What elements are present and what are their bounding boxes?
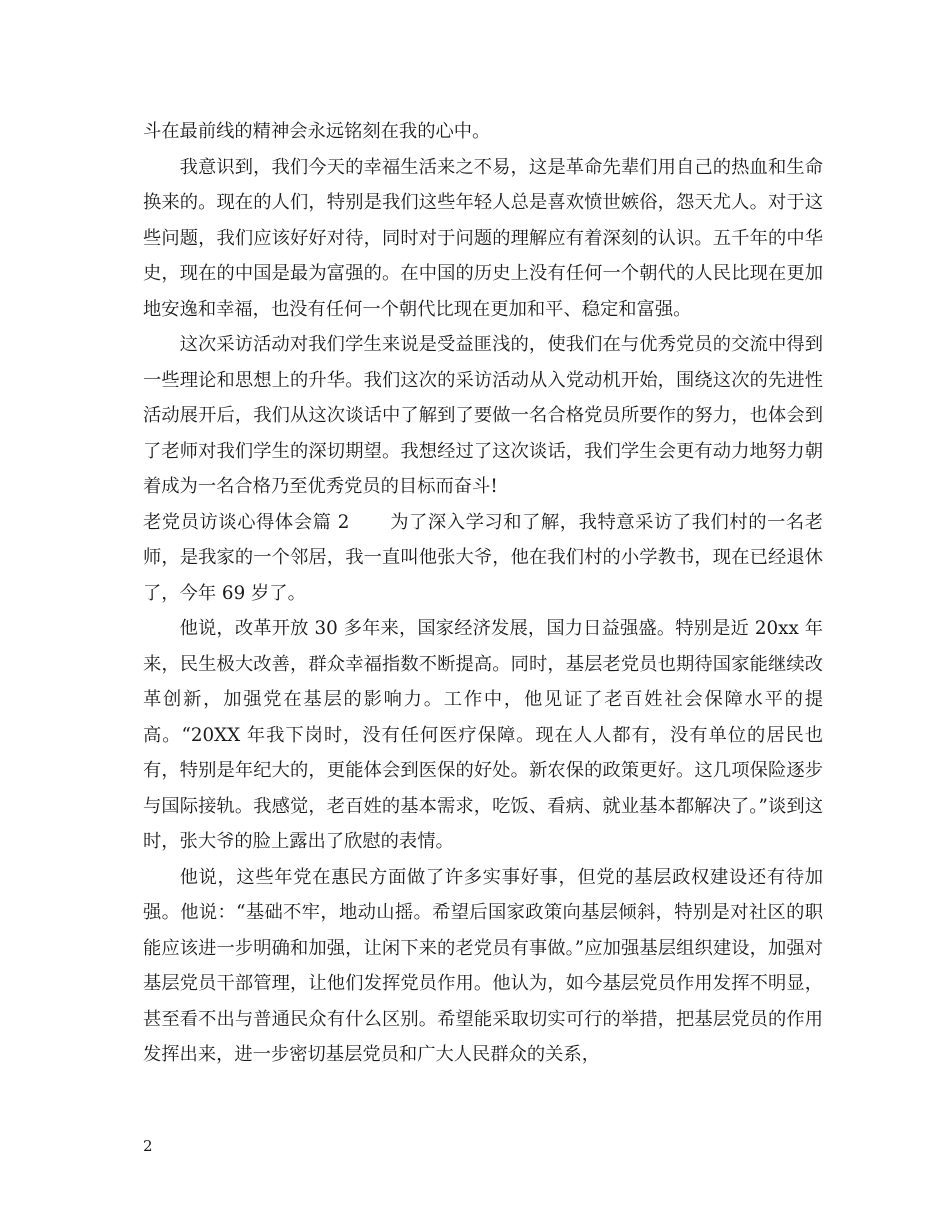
section-intro-paragraph bbox=[143, 505, 823, 612]
section-intro-text: 为了深入学习和了解，我特意采访了我们村的一名老师，是我家的一个邻居，我一直叫他张大爷，他在我们村的小学教书，现在已经退休了，今年 69 岁了。 bbox=[143, 511, 824, 604]
paragraph-interview-benefit: 这次采访活动对我们学生来说是受益匪浅的，使我们在与优秀党员的交流中得到一些理论和思想上的升华。我们这次的采访活动从入党动机开始，围绕这次的先进性活动展开后，我们从这次谈话中了解到了要做一名合格党员所要作的努力，也体会到了老师对我们学生的深切期望。我想经过了这次谈话，我们学生会更有动力地努力朝着成为一名合格乃至优秀党员的目标而奋斗! bbox=[143, 334, 823, 497]
section-heading: 老党员访谈心得体会篇 2 bbox=[143, 511, 350, 533]
paragraph-happiness: 我意识到，我们今天的幸福生活来之不易，这是革命先辈们用自己的热血和生命换来的。现在的人们，特别是我们这些年轻人总是喜欢愤世嫉俗，怨天尤人。对于这些问题，我们应该好好对待，同时对于问题的理解应有着深刻的认识。五千年的中华史，现在的中国是最为富强的。在中国的历史上没有任何一个朝代的人民比现在更加地安逸和幸福，也没有任何一个朝代比现在更加和平、稳定和富强。 bbox=[143, 156, 823, 320]
paragraph-reform: 他说，改革开放 30 多年来，国家经济发展，国力日益强盛。特别是近 20xx 年来，民生极大改善，群众幸福指数不断提高。同时，基层老党员也期待国家能继续改革创新，加强党在基层的影响力。工作中，他见证了老百姓社会保障水平的提高。“20XX 年我下岗时，没有任何医疗保障。现在人人都有，没有单位的居民也有，特别是年纪大的，更能体会到医保的好处。新农保的政策更好。这几项保险逐步与国际接轨。我感觉，老百姓的基本需求，吃饭、看病、就业基本都解决了。”谈到这时，张大爷的脸上露出了欣慰的表情。 bbox=[143, 618, 823, 852]
paragraph-grassroots: 他说，这些年党在惠民方面做了许多实事好事，但党的基层政权建设还有待加强。他说：“基础不牢，地动山摇。希望后国家政策向基层倾斜，特别是对社区的职能应该进一步明确和加强，让闲下来的老党员有事做。”应加强基层组织建设，加强对基层党员干部管理，让他们发挥党员作用。他认为，如今基层党员作用发挥不明显，甚至看不出与普通民众有什么区别。希望能采取切实可行的举措，把基层党员的作用发挥出来，进一步密切基层党员和广大人民群众的关系， bbox=[143, 866, 823, 1065]
paragraph-continuation: 斗在最前线的精神会永远铭刻在我的心中。 bbox=[143, 121, 491, 142]
document-body bbox=[143, 114, 823, 1073]
page-number: 2 bbox=[143, 1137, 153, 1155]
